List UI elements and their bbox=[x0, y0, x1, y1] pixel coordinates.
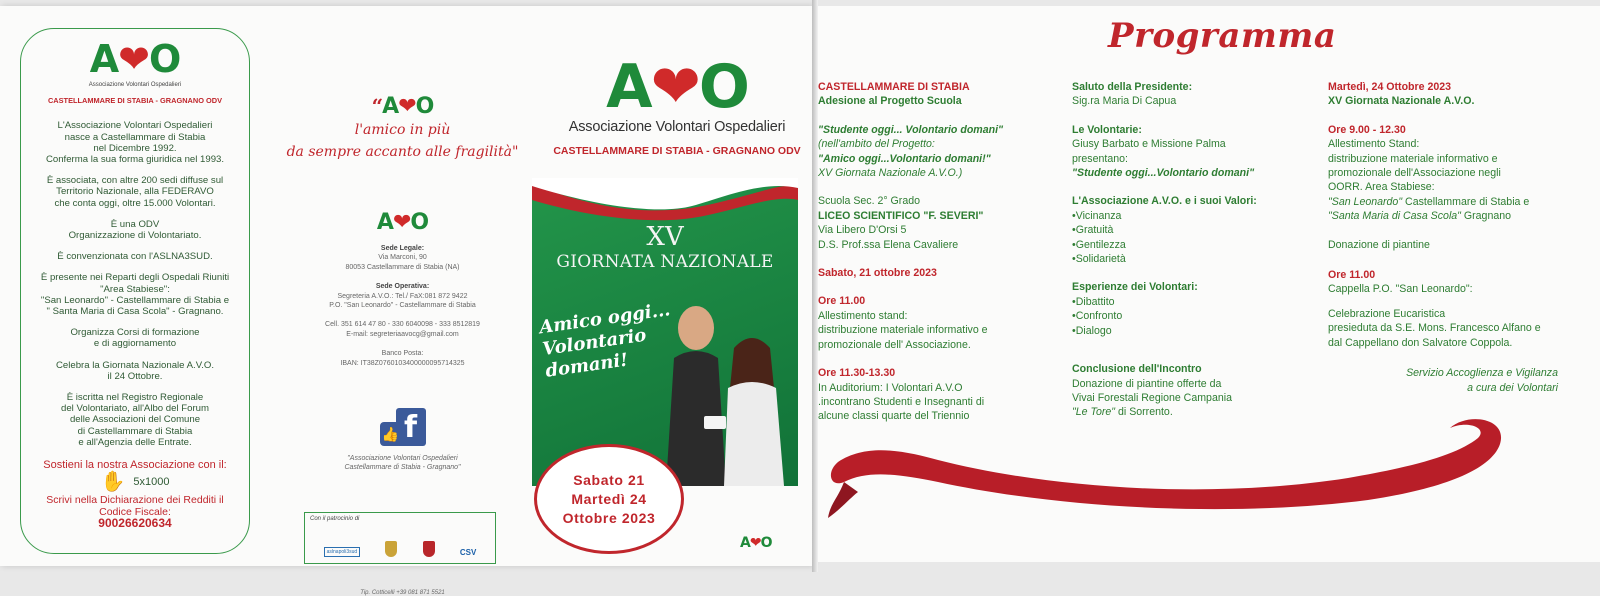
castellammare-crest-icon bbox=[385, 541, 397, 557]
event-date-3: Ottobre 2023 bbox=[562, 510, 656, 526]
event-heading: XV Giornata Nazionale A.V.O. bbox=[1328, 95, 1475, 108]
quote-avo-logo: “ A ❤ O bbox=[371, 93, 434, 119]
cover-avo-logo: A ❤ O bbox=[606, 52, 748, 122]
greeting-name: Sig.ra Maria Di Capua bbox=[1072, 95, 1177, 108]
project-heading: Adesione al Progetto Scuola bbox=[818, 95, 962, 108]
legal-office bbox=[280, 244, 525, 272]
slogan-line-1: l'amico in più bbox=[354, 122, 451, 138]
hospital-city-2: Gragnano bbox=[1460, 210, 1512, 223]
school-address: Via Libero D'Orsi 5 bbox=[818, 224, 907, 237]
red-ribbon-icon bbox=[828, 408, 1528, 528]
time-heading: Ore 9.00 - 12.30 bbox=[1328, 123, 1406, 136]
volunteers-photo bbox=[644, 288, 794, 486]
project-note: (nell'ambito del Progetto: bbox=[818, 138, 935, 151]
volunteers-quote: "Studente oggi...Volontario domani" bbox=[1072, 167, 1255, 180]
hospital-city-1: Castellammare di Stabia e bbox=[1402, 195, 1530, 208]
operative-office-address: Segreteria A.V.O.: Tel./ FaX:081 872 9422 P.O. "San Leonardo" - Castellammare di Stabia bbox=[329, 292, 476, 310]
greeting-heading: Saluto della Presidente: bbox=[1072, 81, 1193, 93]
heart-hands-icon: ❤ bbox=[749, 535, 761, 551]
sponsor-box bbox=[304, 512, 496, 564]
time-description: In Auditorium: I Volontari A.V.O .incontrano Studenti e Insegnanti di alcune classi quarte del Triennio bbox=[818, 381, 985, 423]
program-title: Programma bbox=[1108, 16, 1337, 56]
time-heading: Ore 11.00 bbox=[1328, 269, 1376, 282]
info-panel bbox=[20, 28, 250, 554]
conclusion-quote: "Le Tore" bbox=[1072, 406, 1116, 419]
experiences-heading: Esperienze dei Volontari: bbox=[1072, 281, 1198, 294]
values-heading: L'Associazione A.V.O. e i suoi Valori: bbox=[1072, 195, 1257, 208]
program-column-1 bbox=[818, 80, 1033, 424]
school-type: Scuola Sec. 2° Grado bbox=[818, 195, 920, 208]
tax-instruction: Scrivi nella Dichiarazione dei Redditi il Codice Fiscale: bbox=[46, 494, 224, 519]
event-dates bbox=[534, 444, 684, 554]
info-paragraph: Organizza Corsi di formazione e di aggiornamento bbox=[70, 327, 200, 350]
time-description: Allestimento Stand: distribuzione materiale informativo e promozionale dell'Associazione negli OORR. Area Stabiese: bbox=[1328, 138, 1501, 194]
school-name: LICEO SCIENTIFICO "F. SEVERI" bbox=[818, 209, 984, 222]
event-date-1: Sabato 21 bbox=[573, 472, 645, 488]
bank-info: Banco Posta: IBAN: IT38Z0760103400000095714325 bbox=[340, 350, 465, 367]
info-paragraph: È una ODV Organizzazione di Volontariato. bbox=[68, 218, 202, 242]
edition-number: XV bbox=[646, 222, 684, 252]
cover-header bbox=[542, 52, 812, 157]
asl-logo: aslnapoli3sud bbox=[324, 547, 361, 557]
hospital-name-2: "Santa Maria di Casa Scola" bbox=[1328, 210, 1461, 223]
info-paragraph: È convenzionata con l'ASLNA3SUD. bbox=[57, 251, 213, 263]
cover-location: CASTELLAMMARE DI STABIA - GRAGNANO ODV bbox=[553, 145, 801, 157]
info-paragraph: Celebra la Giornata Nazionale A.V.O. il 24 Ottobre. bbox=[55, 359, 215, 382]
assoc-location: CASTELLAMMARE DI STABIA - GRAGNANO ODV bbox=[47, 96, 223, 106]
info-paragraph: È associata, con altre 200 sedi diffuse sul Territorio Nazionale, alla FEDERAVO che conta oggi, oltre 15.000 Volontari. bbox=[46, 175, 224, 209]
conclusion-tail: di Sorrento. bbox=[1115, 406, 1173, 419]
heart-hands-icon: ❤ bbox=[118, 37, 149, 82]
conclusion-text: Donazione di piantine offerte da Vivai Forestali Regione Campania bbox=[1072, 377, 1232, 404]
cover-assoc-name: Associazione Volontari Ospedalieri bbox=[568, 119, 786, 135]
plant-donation: Donazione di piantine bbox=[1328, 238, 1430, 251]
slogan-line-2: da sempre accanto alle fragilità" bbox=[286, 144, 519, 160]
chapel-location: Cappella P.O. "San Leonardo": bbox=[1328, 283, 1473, 296]
conclusion-heading: Conclusione dell'Incontro bbox=[1072, 363, 1202, 376]
csv-logo: CSV bbox=[459, 548, 477, 558]
facebook-like-icon: f 👍 bbox=[378, 408, 428, 448]
operative-office bbox=[280, 282, 525, 310]
brochure-outer-side bbox=[0, 6, 812, 596]
heart-hands-icon: ❤ bbox=[650, 52, 699, 122]
five-per-mille-icon: ✋ bbox=[100, 471, 126, 494]
five-per-mille bbox=[21, 471, 249, 494]
date-heading: Martedì, 24 Ottobre 2023 bbox=[1328, 81, 1452, 93]
date-heading: Sabato, 21 ottobre 2023 bbox=[818, 267, 937, 280]
volunteers-heading: Le Volontarie: bbox=[1072, 123, 1142, 136]
avo-logo: A ❤ O bbox=[376, 209, 429, 235]
assoc-name-small: Associazione Volontari Ospedalieri bbox=[88, 82, 182, 88]
event-date-2: Martedì 24 bbox=[571, 491, 647, 507]
time-heading: Ore 11.30-13.30 bbox=[818, 367, 896, 380]
hospital-line-2 bbox=[1328, 209, 1558, 223]
values-list: •Vicinanza •Gratuità •Gentilezza •Solidarietà bbox=[1072, 209, 1126, 266]
project-edition: XV Giornata Nazionale A.V.O.) bbox=[818, 167, 963, 180]
edition-title: GIORNATA NAZIONALE bbox=[556, 252, 774, 272]
facebook-caption: "Associazione Volontari Ospedalieri Castellammare di Stabia - Gragnano" bbox=[344, 455, 461, 472]
volunteers-text: Giusy Barbato e Missione Palma presentano: bbox=[1072, 138, 1226, 165]
cover-slogan: Amico oggi... Volontario domani! bbox=[538, 299, 672, 382]
support-heading: Sostieni la nostra Associazione con il: bbox=[43, 459, 227, 472]
small-avo-logo: A ❤ O bbox=[740, 535, 772, 551]
tax-code: 90026620634 bbox=[98, 516, 172, 531]
info-paragraph: È presente nei Reparti degli Ospedali Riuniti "Area Stabiese": "San Leonardo" - Castellammare di Stabia e " Santa Maria di Casa Scola" - Gragnano. bbox=[40, 272, 230, 318]
project-quote: "Studente oggi... Volontario domani" bbox=[818, 123, 1004, 136]
city-heading: CASTELLAMMARE DI STABIA bbox=[818, 81, 970, 93]
sponsor-label: Con il patrocinio di bbox=[310, 516, 360, 523]
mass-description: Celebrazione Eucaristica presieduta da S.E. Mons. Francesco Alfano e dal Cappellano don Salvatore Coppola. bbox=[1328, 307, 1541, 349]
printer-credit: Tip. Cotticelli +39 081 871 5521 bbox=[360, 590, 445, 596]
service-footer: Servizio Accoglienza e Vigilanza a cura dei Volontari bbox=[1406, 367, 1558, 394]
five-per-mille-label: 5x1000 bbox=[133, 476, 170, 489]
program-column-2 bbox=[1072, 80, 1282, 420]
time-description: Allestimento stand: distribuzione materiale informativo e promozionale dell' Associazione. bbox=[818, 309, 988, 351]
experiences-list: •Dibattito •Confronto •Dialogo bbox=[1072, 295, 1123, 337]
sponsor-logos bbox=[311, 541, 489, 557]
project-quote-2: "Amico oggi...Volontario domani!" bbox=[818, 152, 991, 165]
program-column-3 bbox=[1328, 80, 1558, 395]
avo-logo: A ❤ O bbox=[89, 37, 181, 82]
cover-green-box bbox=[532, 178, 798, 486]
phone-email: Cell. 351 614 47 80 - 330 6040098 - 333 8512819 E-mail: segreteriaavocg@gmail.com bbox=[325, 321, 480, 338]
time-heading: Ore 11.00 bbox=[818, 295, 866, 308]
operative-office-title: Sede Operativa: bbox=[375, 283, 430, 291]
info-paragraph: È iscritta nel Registro Regionale del Volontariato, all'Albo del Forum delle Associazioni del Comune di Castellammare di Stabia e all'Agenzia delle Entrate. bbox=[61, 392, 209, 448]
heart-hands-icon: ❤ bbox=[398, 93, 416, 119]
info-paragraph: L'Associazione Volontari Ospedalieri nasce a Castellammare di Stabia nel Dicembre 1992. Conferma la sua forma giuridica nel 1993. bbox=[45, 120, 225, 166]
school-principal: D.S. Prof.ssa Elena Cavaliere bbox=[818, 238, 959, 251]
gragnano-crest-icon bbox=[423, 541, 435, 557]
legal-office-address: Via Marconi, 90 80053 Castellammare di Stabia (NA) bbox=[345, 254, 460, 271]
hospital-line-1 bbox=[1328, 195, 1558, 209]
hospital-name-1: "San Leonardo" bbox=[1328, 195, 1403, 208]
cover-panel bbox=[538, 52, 812, 566]
heart-hands-icon: ❤ bbox=[392, 209, 411, 235]
contact-panel bbox=[280, 46, 525, 596]
brochure-inner-side bbox=[818, 6, 1600, 562]
legal-office-title: Sede Legale: bbox=[380, 245, 425, 252]
